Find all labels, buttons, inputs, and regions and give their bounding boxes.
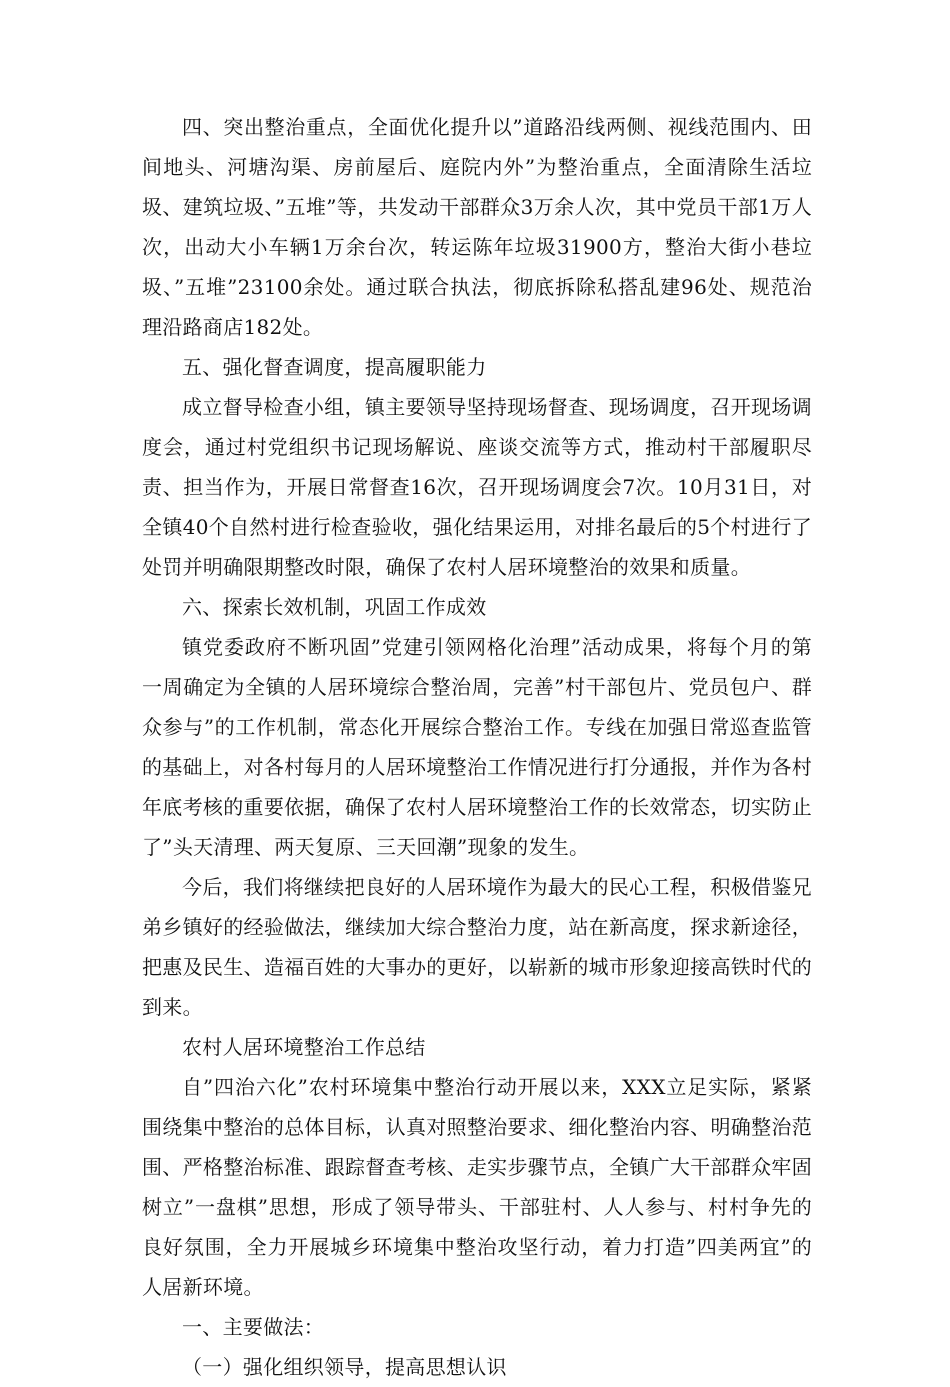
heading-subsection-one: （一）强化组织领导，提高思想认识 xyxy=(182,1355,507,1379)
paragraph-outlook: 今后，我们将继续把良好的人居环境作为最大的民心工程，积极借鉴兄弟乡镇好的经验做法，继续加大综合整治力度，站在新高度，探求新途径，把惠及民生、造福百姓的大事办的更好，以崭新的城市形象迎接高铁时代的到来。 xyxy=(142,875,812,1019)
heading-main-practices: 一、主要做法： xyxy=(182,1315,325,1339)
heading-section-five: 五、强化督查调度，提高履职能力 xyxy=(182,355,487,379)
document-body xyxy=(142,107,812,1387)
heading-summary-title: 农村人居环境整治工作总结 xyxy=(182,1035,426,1059)
paragraph-section-six: 镇党委政府不断巩固”党建引领网格化治理”活动成果，将每个月的第一周确定为全镇的人居环境综合整治周，完善”村干部包片、党员包户、群众参与”的工作机制，常态化开展综合整治工作。专线在加强日常巡查监管的基础上，对各村每月的人居环境整治工作情况进行打分通报，并作为各村年底考核的重要依据，确保了农村人居环境整治工作的长效常态，切实防止了”头天清理、两天复原、三天回潮”现象的发生。 xyxy=(142,635,812,859)
heading-section-six: 六、探索长效机制，巩固工作成效 xyxy=(182,595,487,619)
paragraph-section-five: 成立督导检查小组，镇主要领导坚持现场督查、现场调度，召开现场调度会，通过村党组织书记现场解说、座谈交流等方式，推动村干部履职尽责、担当作为，开展日常督查16次，召开现场调度会7次。10月31日，对全镇40个自然村进行检查验收，强化结果运用，对排名最后的5个村进行了处罚并明确限期整改时限，确保了农村人居环境整治的效果和质量。 xyxy=(142,395,812,579)
paragraph-summary-intro: 自”四治六化”农村环境集中整治行动开展以来，XXX立足实际，紧紧围绕集中整治的总体目标，认真对照整治要求、细化整治内容、明确整治范围、严格整治标准、跟踪督查考核、走实步骤节点，全镇广大干部群众牢固树立”一盘棋”思想，形成了领导带头、干部驻村、人人参与、村村争先的良好氛围，全力开展城乡环境集中整治攻坚行动，着力打造”四美两宜”的人居新环境。 xyxy=(142,1075,812,1299)
paragraph-section-four: 四、突出整治重点，全面优化提升以”道路沿线两侧、视线范围内、田间地头、河塘沟渠、房前屋后、庭院内外”为整治重点，全面清除生活垃圾、建筑垃圾、”五堆”等，共发动干部群众3万余人次，其中党员干部1万人次，出动大小车辆1万余台次，转运陈年垃圾31900方，整治大街小巷垃圾、”五堆”23100余处。通过联合执法，彻底拆除私搭乱建96处、规范治理沿路商店182处。 xyxy=(142,115,812,339)
